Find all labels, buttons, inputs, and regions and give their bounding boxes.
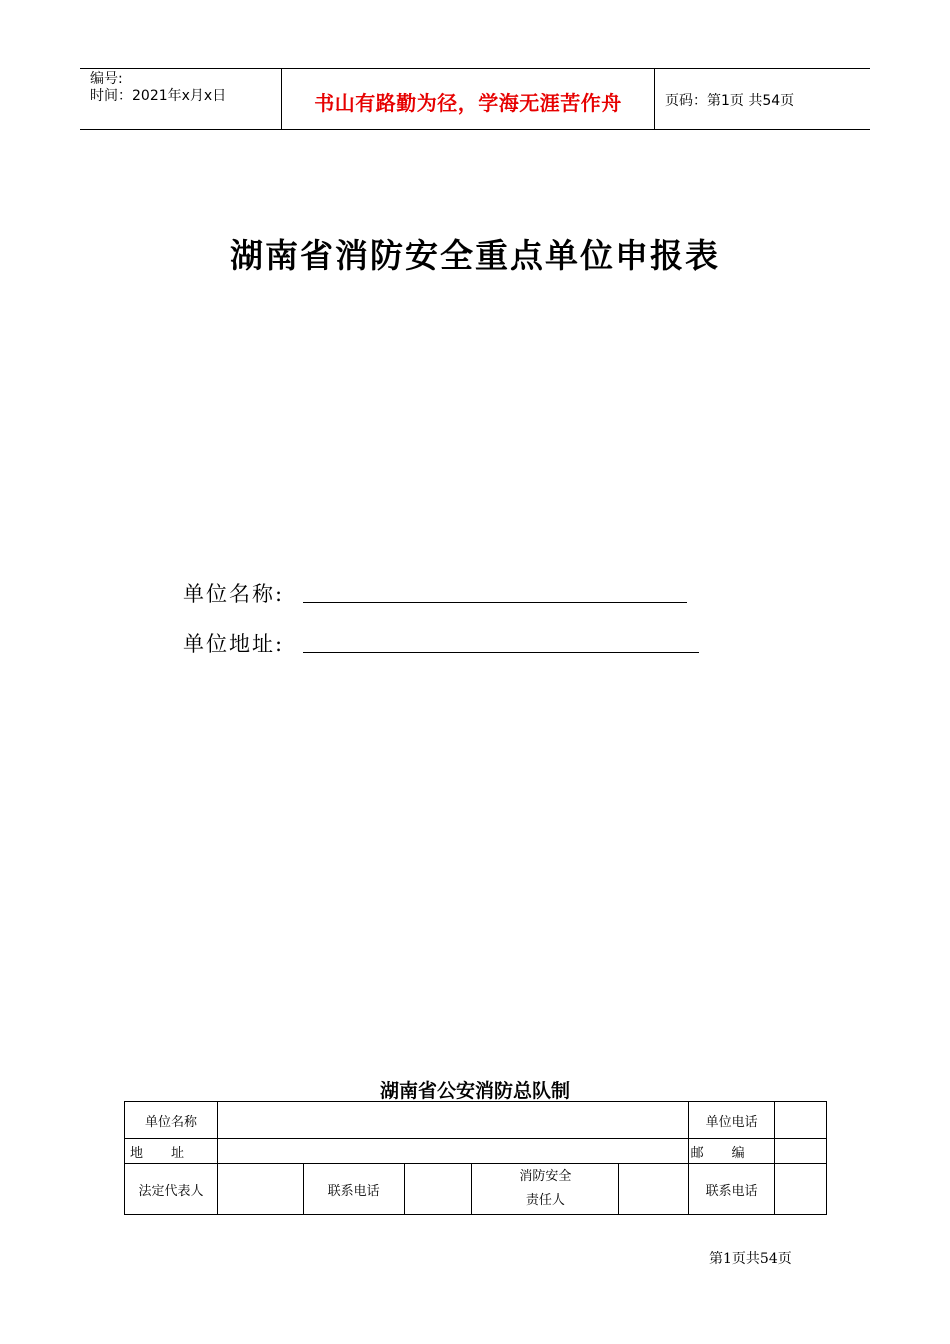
page-footer: 第1页共54页 [709, 1251, 792, 1267]
unit-name-value-cell[interactable] [217, 1102, 688, 1139]
number-label: 编号: [90, 71, 123, 87]
time-label: 时间：2021年x月x日 [90, 88, 227, 104]
fire-safety-label-line1: 消防安全 [519, 1169, 572, 1184]
document-title: 湖南省消防安全重点单位申报表 [230, 236, 720, 275]
unit-name-cell-label: 单位名称 [125, 1102, 218, 1139]
unit-address-label: 单位地址: [183, 632, 285, 656]
motto-text: 书山有路勤为径，学海无涯苦作舟 [314, 91, 622, 115]
header-motto-cell [282, 69, 655, 129]
address-value-cell[interactable] [217, 1139, 688, 1164]
postcode-cell-label: 邮编 [689, 1139, 775, 1164]
unit-name-label: 单位名称: [183, 582, 285, 606]
address-cell-label: 地址 [125, 1139, 218, 1164]
header-meta-cell [80, 69, 282, 129]
unit-name-underline[interactable] [303, 602, 687, 603]
fire-safety-label-line2: 责任人 [525, 1193, 565, 1208]
contact-phone-2-value-cell[interactable] [775, 1164, 827, 1215]
page-count-label: 页码：第1页 共54页 [665, 93, 795, 109]
unit-address-field [183, 628, 284, 658]
legal-rep-cell-label: 法定代表人 [125, 1164, 218, 1215]
table-row [125, 1164, 827, 1215]
contact-phone-2-label: 联系电话 [689, 1164, 775, 1215]
unit-phone-cell-label: 单位电话 [689, 1102, 775, 1139]
table-row [125, 1102, 827, 1139]
table-row [125, 1139, 827, 1164]
fire-safety-officer-label [472, 1164, 619, 1215]
contact-phone-1-value-cell[interactable] [404, 1164, 472, 1215]
postcode-value-cell[interactable] [775, 1139, 827, 1164]
unit-name-field [183, 578, 284, 608]
unit-address-underline[interactable] [303, 652, 699, 653]
legal-rep-value-cell[interactable] [217, 1164, 303, 1215]
contact-phone-1-label: 联系电话 [303, 1164, 404, 1215]
header-page-cell [655, 69, 870, 129]
issuer-text: 湖南省公安消防总队制 [379, 1080, 570, 1102]
fire-safety-officer-value-cell[interactable] [619, 1164, 689, 1215]
page-header [80, 68, 870, 130]
unit-phone-value-cell[interactable] [775, 1102, 827, 1139]
info-table [124, 1101, 827, 1215]
